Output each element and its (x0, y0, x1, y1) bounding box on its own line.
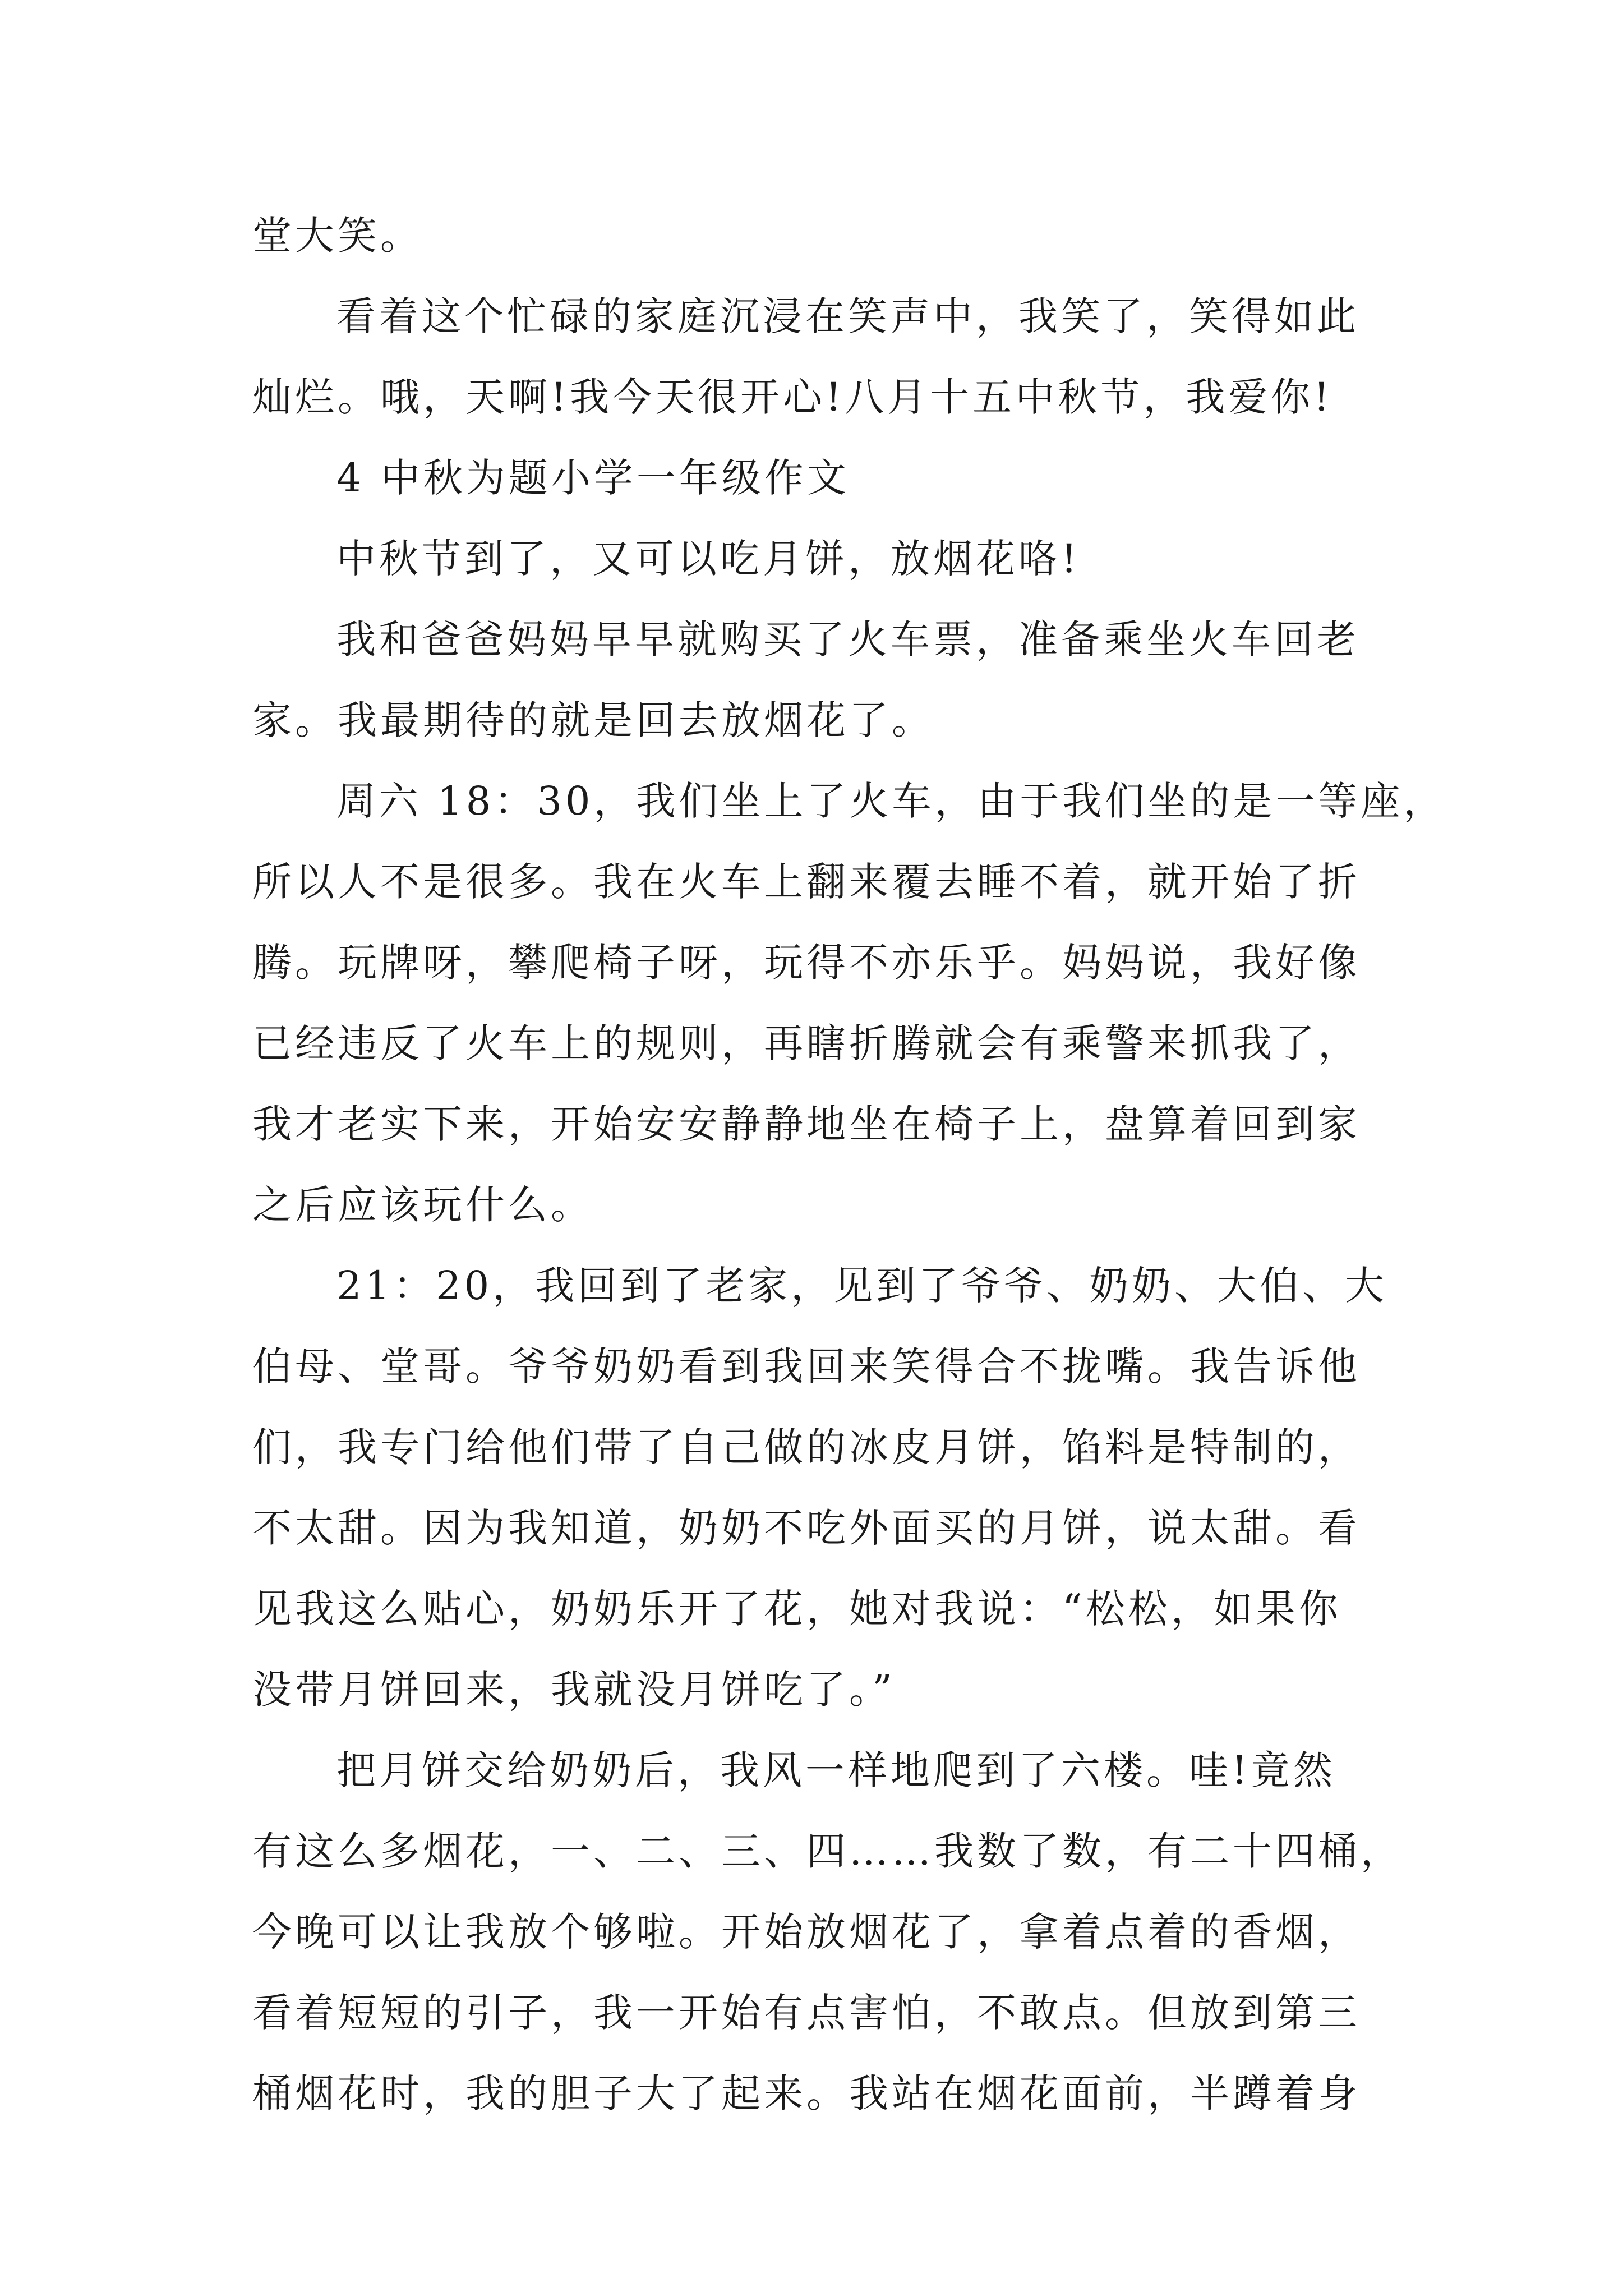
document-body (252, 195, 1446, 2134)
text-line: 家。我最期待的就是回去放烟花了。 (252, 697, 934, 743)
text-line: 看着这个忙碌的家庭沉浸在笑声中，我笑了，笑得如此 (336, 293, 1359, 339)
text-line: 没带月饼回来，我就没月饼吃了。” (252, 1667, 896, 1713)
text-line: 之后应该玩什么。 (252, 1182, 593, 1228)
text-line: 已经违反了火车上的规则，再瞎折腾就会有乘警来抓我了， (252, 1020, 1361, 1066)
text-line: 见我这么贴心，奶奶乐开了花，她对我说：“松松，如果你 (252, 1586, 1341, 1632)
text-line: 腾。玩牌呀，攀爬椅子呀，玩得不亦乐乎。妈妈说，我好像 (252, 940, 1361, 986)
text-line: 把月饼交给奶奶后，我风一样地爬到了六楼。哇!竟然 (336, 1747, 1336, 1793)
text-line: 我才老实下来，开始安安静静地坐在椅子上，盘算着回到家 (252, 1101, 1361, 1147)
text-line: 所以人不是很多。我在火车上翻来覆去睡不着，就开始了折 (252, 859, 1361, 905)
text-line: 伯母、堂哥。爷爷奶奶看到我回来笑得合不拢嘴。我告诉他 (252, 1343, 1361, 1389)
text-line: 看着短短的引子，我一开始有点害怕，不敢点。但放到第三 (252, 1990, 1361, 2036)
text-line: 们，我专门给他们带了自己做的冰皮月饼，馅料是特制的， (252, 1424, 1361, 1470)
text-line: 我和爸爸妈妈早早就购买了火车票，准备乘坐火车回老 (336, 616, 1359, 662)
text-line: 灿烂。哦，天啊!我今天很开心!八月十五中秋节，我爱你! (252, 374, 1333, 420)
text-line: 中秋节到了，又可以吃月饼，放烟花咯! (336, 536, 1081, 582)
text-line: 21：20，我回到了老家，见到了爷爷、奶奶、大伯、大 (336, 1263, 1388, 1309)
text-line: 不太甜。因为我知道，奶奶不吃外面买的月饼，说太甜。看 (252, 1505, 1361, 1551)
text-line: 堂大笑。 (252, 213, 423, 259)
text-line: 有这么多烟花，一、二、三、四……我数了数，有二十四桶， (252, 1828, 1403, 1874)
text-line: 桶烟花时，我的胆子大了起来。我站在烟花面前，半蹲着身 (252, 2070, 1361, 2116)
section-heading: 4 中秋为题小学一年级作文 (336, 455, 850, 501)
text-line: 周六 18：30，我们坐上了火车，由于我们坐的是一等座， (336, 778, 1446, 824)
text-line: 今晚可以让我放个够啦。开始放烟花了，拿着点着的香烟， (252, 1909, 1361, 1955)
